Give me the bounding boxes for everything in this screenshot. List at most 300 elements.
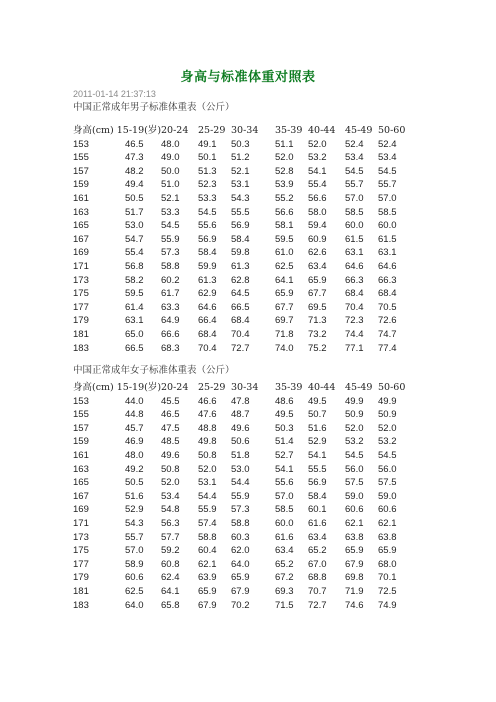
weight-cell: 49.9 bbox=[345, 395, 364, 407]
weight-cell: 62.5 bbox=[125, 585, 144, 597]
weight-cell: 73.2 bbox=[308, 328, 327, 340]
weight-cell: 66.6 bbox=[161, 328, 180, 340]
weight-cell: 46.5 bbox=[125, 138, 144, 150]
weight-cell: 67.9 bbox=[345, 558, 364, 570]
column-header: 40-44 bbox=[308, 382, 336, 393]
weight-cell: 50.0 bbox=[161, 165, 180, 177]
height-cell: 173 bbox=[73, 274, 89, 286]
weight-cell: 46.5 bbox=[161, 409, 180, 421]
weight-cell: 58.2 bbox=[125, 274, 144, 286]
weight-cell: 65.9 bbox=[308, 274, 327, 286]
weight-cell: 53.4 bbox=[161, 490, 180, 502]
weight-cell: 49.2 bbox=[125, 463, 144, 475]
weight-cell: 67.7 bbox=[308, 288, 327, 300]
weight-cell: 72.7 bbox=[231, 342, 250, 354]
weight-cell: 55.5 bbox=[308, 463, 327, 475]
weight-cell: 71.3 bbox=[308, 315, 327, 327]
weight-cell: 53.2 bbox=[378, 436, 397, 448]
weight-cell: 51.6 bbox=[125, 490, 144, 502]
weight-cell: 50.3 bbox=[231, 138, 250, 150]
weight-cell: 50.1 bbox=[198, 152, 217, 164]
weight-cell: 63.8 bbox=[345, 531, 364, 543]
weight-cell: 49.6 bbox=[161, 449, 180, 461]
weight-cell: 52.0 bbox=[378, 422, 397, 434]
weight-cell: 60.0 bbox=[275, 517, 294, 529]
column-header: 20-24 bbox=[161, 125, 189, 136]
weight-cell: 66.4 bbox=[198, 315, 217, 327]
weight-cell: 72.6 bbox=[378, 315, 397, 327]
weight-cell: 49.6 bbox=[231, 422, 250, 434]
weight-cell: 63.9 bbox=[198, 572, 217, 584]
weight-cell: 60.4 bbox=[198, 545, 217, 557]
weight-cell: 62.6 bbox=[308, 247, 327, 259]
weight-cell: 67.2 bbox=[275, 572, 294, 584]
weight-cell: 70.4 bbox=[345, 301, 364, 313]
weight-cell: 44.8 bbox=[125, 409, 144, 421]
weight-cell: 62.4 bbox=[161, 572, 180, 584]
weight-cell: 54.3 bbox=[231, 192, 250, 204]
weight-cell: 52.0 bbox=[275, 152, 294, 164]
column-header: 身高(cm) 15-19(岁) bbox=[73, 125, 162, 136]
weight-cell: 62.5 bbox=[275, 260, 294, 272]
weight-cell: 52.4 bbox=[378, 138, 397, 150]
weight-cell: 66.5 bbox=[231, 301, 250, 313]
weight-cell: 55.4 bbox=[125, 247, 144, 259]
weight-cell: 62.0 bbox=[231, 545, 250, 557]
weight-cell: 61.5 bbox=[378, 233, 397, 245]
weight-cell: 52.4 bbox=[345, 138, 364, 150]
weight-cell: 63.8 bbox=[378, 531, 397, 543]
weight-cell: 52.0 bbox=[308, 138, 327, 150]
height-cell: 169 bbox=[73, 504, 89, 516]
weight-cell: 54.3 bbox=[125, 517, 144, 529]
weight-cell: 54.7 bbox=[125, 233, 144, 245]
weight-cell: 50.3 bbox=[275, 422, 294, 434]
weight-cell: 61.6 bbox=[275, 531, 294, 543]
weight-cell: 55.6 bbox=[198, 220, 217, 232]
height-cell: 153 bbox=[73, 395, 89, 407]
height-cell: 169 bbox=[73, 247, 89, 259]
weight-cell: 60.2 bbox=[161, 274, 180, 286]
weight-cell: 65.2 bbox=[308, 545, 327, 557]
weight-cell: 54.5 bbox=[378, 449, 397, 461]
height-cell: 157 bbox=[73, 422, 89, 434]
weight-cell: 47.6 bbox=[198, 409, 217, 421]
weight-cell: 51.1 bbox=[275, 138, 294, 150]
weight-cell: 55.6 bbox=[275, 477, 294, 489]
column-header: 30-34 bbox=[231, 382, 259, 393]
weight-cell: 65.8 bbox=[161, 599, 180, 611]
weight-cell: 56.9 bbox=[308, 477, 327, 489]
weight-cell: 50.9 bbox=[378, 409, 397, 421]
weight-cell: 50.5 bbox=[125, 192, 144, 204]
weight-cell: 68.4 bbox=[198, 328, 217, 340]
weight-cell: 48.5 bbox=[161, 436, 180, 448]
weight-cell: 48.0 bbox=[161, 138, 180, 150]
weight-cell: 65.0 bbox=[125, 328, 144, 340]
weight-cell: 62.8 bbox=[231, 274, 250, 286]
weight-cell: 60.3 bbox=[231, 531, 250, 543]
weight-cell: 52.8 bbox=[275, 165, 294, 177]
weight-cell: 74.4 bbox=[345, 328, 364, 340]
weight-cell: 54.4 bbox=[231, 477, 250, 489]
weight-cell: 55.2 bbox=[275, 192, 294, 204]
weight-cell: 64.9 bbox=[161, 315, 180, 327]
weight-cell: 48.0 bbox=[125, 449, 144, 461]
weight-cell: 61.7 bbox=[161, 288, 180, 300]
weight-cell: 68.0 bbox=[378, 558, 397, 570]
weight-cell: 49.8 bbox=[198, 436, 217, 448]
weight-cell: 55.4 bbox=[308, 179, 327, 191]
weight-cell: 68.8 bbox=[308, 572, 327, 584]
weight-cell: 70.4 bbox=[231, 328, 250, 340]
weight-cell: 54.5 bbox=[198, 206, 217, 218]
weight-cell: 53.3 bbox=[198, 192, 217, 204]
column-header: 40-44 bbox=[308, 125, 336, 136]
height-cell: 181 bbox=[73, 328, 89, 340]
weight-cell: 56.6 bbox=[275, 206, 294, 218]
weight-cell: 44.0 bbox=[125, 395, 144, 407]
height-cell: 161 bbox=[73, 449, 89, 461]
weight-cell: 60.8 bbox=[161, 558, 180, 570]
weight-cell: 71.9 bbox=[345, 585, 364, 597]
weight-cell: 50.8 bbox=[161, 463, 180, 475]
weight-cell: 52.1 bbox=[231, 165, 250, 177]
weight-cell: 65.9 bbox=[198, 585, 217, 597]
weight-cell: 75.2 bbox=[308, 342, 327, 354]
weight-cell: 77.4 bbox=[378, 342, 397, 354]
weight-cell: 56.3 bbox=[161, 517, 180, 529]
weight-cell: 54.5 bbox=[345, 449, 364, 461]
weight-cell: 49.5 bbox=[308, 395, 327, 407]
weight-cell: 63.4 bbox=[308, 260, 327, 272]
weight-cell: 61.4 bbox=[125, 301, 144, 313]
weight-cell: 61.6 bbox=[308, 517, 327, 529]
weight-cell: 59.8 bbox=[231, 247, 250, 259]
weight-cell: 53.0 bbox=[125, 220, 144, 232]
height-cell: 177 bbox=[73, 301, 89, 313]
weight-cell: 58.4 bbox=[308, 490, 327, 502]
height-cell: 159 bbox=[73, 179, 89, 191]
weight-cell: 74.9 bbox=[378, 599, 397, 611]
weight-cell: 58.8 bbox=[231, 517, 250, 529]
weight-cell: 53.1 bbox=[231, 179, 250, 191]
weight-cell: 62.1 bbox=[345, 517, 364, 529]
height-cell: 161 bbox=[73, 192, 89, 204]
weight-cell: 45.7 bbox=[125, 422, 144, 434]
height-cell: 175 bbox=[73, 545, 89, 557]
weight-cell: 70.4 bbox=[198, 342, 217, 354]
weight-cell: 47.5 bbox=[161, 422, 180, 434]
weight-cell: 63.4 bbox=[308, 531, 327, 543]
height-cell: 165 bbox=[73, 477, 89, 489]
page-title: 身高与标准体重对照表 bbox=[180, 70, 316, 85]
weight-cell: 64.1 bbox=[275, 274, 294, 286]
weight-cell: 53.1 bbox=[198, 477, 217, 489]
weight-cell: 50.6 bbox=[231, 436, 250, 448]
weight-cell: 57.3 bbox=[161, 247, 180, 259]
weight-cell: 56.0 bbox=[378, 463, 397, 475]
height-cell: 181 bbox=[73, 585, 89, 597]
weight-cell: 57.0 bbox=[378, 192, 397, 204]
weight-cell: 54.1 bbox=[275, 463, 294, 475]
weight-cell: 72.5 bbox=[378, 585, 397, 597]
weight-cell: 57.5 bbox=[378, 477, 397, 489]
female-section-title: 中国正常成年女子标准体重表（公斤） bbox=[73, 365, 235, 376]
weight-cell: 53.4 bbox=[345, 152, 364, 164]
weight-cell: 65.9 bbox=[275, 288, 294, 300]
weight-cell: 52.0 bbox=[198, 463, 217, 475]
weight-cell: 74.0 bbox=[275, 342, 294, 354]
weight-cell: 58.4 bbox=[198, 247, 217, 259]
weight-cell: 71.8 bbox=[275, 328, 294, 340]
height-cell: 173 bbox=[73, 531, 89, 543]
weight-cell: 58.8 bbox=[161, 260, 180, 272]
weight-cell: 61.5 bbox=[345, 233, 364, 245]
weight-cell: 51.0 bbox=[161, 179, 180, 191]
weight-cell: 58.5 bbox=[378, 206, 397, 218]
weight-cell: 57.3 bbox=[231, 504, 250, 516]
weight-cell: 49.5 bbox=[275, 409, 294, 421]
height-cell: 155 bbox=[73, 409, 89, 421]
column-header: 20-24 bbox=[161, 382, 189, 393]
weight-cell: 63.1 bbox=[345, 247, 364, 259]
weight-cell: 56.9 bbox=[198, 233, 217, 245]
weight-cell: 69.3 bbox=[275, 585, 294, 597]
column-header: 50-60 bbox=[378, 125, 406, 136]
weight-cell: 61.3 bbox=[198, 274, 217, 286]
weight-cell: 66.3 bbox=[378, 274, 397, 286]
height-cell: 165 bbox=[73, 220, 89, 232]
weight-cell: 46.6 bbox=[198, 395, 217, 407]
weight-cell: 72.3 bbox=[345, 315, 364, 327]
weight-cell: 48.7 bbox=[231, 409, 250, 421]
column-header: 35-39 bbox=[275, 382, 303, 393]
weight-cell: 65.2 bbox=[275, 558, 294, 570]
weight-cell: 57.7 bbox=[161, 531, 180, 543]
weight-cell: 68.4 bbox=[231, 315, 250, 327]
weight-cell: 57.5 bbox=[345, 477, 364, 489]
weight-cell: 51.2 bbox=[231, 152, 250, 164]
weight-cell: 58.0 bbox=[308, 206, 327, 218]
weight-cell: 52.9 bbox=[125, 504, 144, 516]
weight-cell: 51.4 bbox=[275, 436, 294, 448]
weight-cell: 56.6 bbox=[308, 192, 327, 204]
weight-cell: 52.1 bbox=[161, 192, 180, 204]
weight-cell: 72.7 bbox=[308, 599, 327, 611]
weight-cell: 74.7 bbox=[378, 328, 397, 340]
weight-cell: 54.5 bbox=[378, 165, 397, 177]
weight-cell: 61.0 bbox=[275, 247, 294, 259]
weight-cell: 54.8 bbox=[161, 504, 180, 516]
weight-cell: 64.6 bbox=[198, 301, 217, 313]
weight-cell: 66.3 bbox=[345, 274, 364, 286]
weight-cell: 53.3 bbox=[161, 206, 180, 218]
weight-cell: 53.9 bbox=[275, 179, 294, 191]
height-cell: 163 bbox=[73, 463, 89, 475]
weight-cell: 58.5 bbox=[345, 206, 364, 218]
weight-cell: 70.5 bbox=[378, 301, 397, 313]
weight-cell: 65.9 bbox=[231, 572, 250, 584]
column-header: 45-49 bbox=[345, 382, 373, 393]
column-header: 35-39 bbox=[275, 125, 303, 136]
weight-cell: 70.1 bbox=[378, 572, 397, 584]
height-cell: 183 bbox=[73, 342, 89, 354]
weight-cell: 59.9 bbox=[198, 260, 217, 272]
weight-cell: 57.0 bbox=[345, 192, 364, 204]
weight-cell: 62.1 bbox=[378, 517, 397, 529]
weight-cell: 63.1 bbox=[125, 315, 144, 327]
weight-cell: 55.9 bbox=[231, 490, 250, 502]
weight-cell: 57.0 bbox=[125, 545, 144, 557]
weight-cell: 62.1 bbox=[198, 558, 217, 570]
weight-cell: 60.6 bbox=[345, 504, 364, 516]
weight-cell: 59.4 bbox=[308, 220, 327, 232]
weight-cell: 67.9 bbox=[231, 585, 250, 597]
weight-cell: 64.6 bbox=[378, 260, 397, 272]
weight-cell: 63.3 bbox=[161, 301, 180, 313]
weight-cell: 60.9 bbox=[308, 233, 327, 245]
weight-cell: 60.0 bbox=[345, 220, 364, 232]
height-cell: 155 bbox=[73, 152, 89, 164]
weight-cell: 60.1 bbox=[308, 504, 327, 516]
weight-cell: 52.9 bbox=[308, 436, 327, 448]
weight-cell: 65.9 bbox=[345, 545, 364, 557]
column-header: 身高(cm) 15-19(岁) bbox=[73, 382, 162, 393]
weight-cell: 56.8 bbox=[125, 260, 144, 272]
weight-cell: 54.1 bbox=[308, 449, 327, 461]
weight-cell: 64.0 bbox=[231, 558, 250, 570]
weight-cell: 59.2 bbox=[161, 545, 180, 557]
weight-cell: 50.5 bbox=[125, 477, 144, 489]
weight-cell: 65.9 bbox=[378, 545, 397, 557]
height-cell: 171 bbox=[73, 517, 89, 529]
weight-cell: 64.1 bbox=[161, 585, 180, 597]
weight-cell: 48.2 bbox=[125, 165, 144, 177]
height-cell: 167 bbox=[73, 490, 89, 502]
weight-cell: 53.0 bbox=[231, 463, 250, 475]
weight-cell: 69.8 bbox=[345, 572, 364, 584]
weight-cell: 60.6 bbox=[378, 504, 397, 516]
weight-cell: 58.1 bbox=[275, 220, 294, 232]
weight-cell: 47.3 bbox=[125, 152, 144, 164]
weight-cell: 53.2 bbox=[308, 152, 327, 164]
weight-cell: 64.6 bbox=[345, 260, 364, 272]
weight-cell: 46.9 bbox=[125, 436, 144, 448]
weight-cell: 52.0 bbox=[161, 477, 180, 489]
weight-cell: 64.5 bbox=[231, 288, 250, 300]
weight-cell: 55.5 bbox=[231, 206, 250, 218]
height-cell: 175 bbox=[73, 288, 89, 300]
weight-cell: 58.8 bbox=[198, 531, 217, 543]
weight-cell: 68.4 bbox=[345, 288, 364, 300]
weight-cell: 58.9 bbox=[125, 558, 144, 570]
weight-cell: 50.9 bbox=[345, 409, 364, 421]
weight-cell: 60.6 bbox=[125, 572, 144, 584]
weight-cell: 50.7 bbox=[308, 409, 327, 421]
weight-cell: 49.4 bbox=[125, 179, 144, 191]
weight-cell: 69.5 bbox=[308, 301, 327, 313]
height-cell: 159 bbox=[73, 436, 89, 448]
male-section-title: 中国正常成年男子标准体重表（公斤） bbox=[73, 102, 235, 113]
weight-cell: 59.0 bbox=[378, 490, 397, 502]
weight-cell: 48.8 bbox=[198, 422, 217, 434]
weight-cell: 54.5 bbox=[345, 165, 364, 177]
weight-cell: 51.7 bbox=[125, 206, 144, 218]
weight-cell: 57.4 bbox=[198, 517, 217, 529]
weight-cell: 68.4 bbox=[378, 288, 397, 300]
weight-cell: 74.6 bbox=[345, 599, 364, 611]
height-cell: 179 bbox=[73, 572, 89, 584]
weight-cell: 59.5 bbox=[275, 233, 294, 245]
weight-cell: 63.4 bbox=[275, 545, 294, 557]
weight-cell: 51.6 bbox=[308, 422, 327, 434]
weight-cell: 59.5 bbox=[125, 288, 144, 300]
height-cell: 171 bbox=[73, 260, 89, 272]
weight-cell: 68.3 bbox=[161, 342, 180, 354]
weight-cell: 61.3 bbox=[231, 260, 250, 272]
weight-cell: 51.3 bbox=[198, 165, 217, 177]
weight-cell: 56.0 bbox=[345, 463, 364, 475]
weight-cell: 59.0 bbox=[345, 490, 364, 502]
weight-cell: 66.5 bbox=[125, 342, 144, 354]
weight-cell: 45.5 bbox=[161, 395, 180, 407]
weight-cell: 60.0 bbox=[378, 220, 397, 232]
weight-cell: 52.3 bbox=[198, 179, 217, 191]
weight-cell: 62.9 bbox=[198, 288, 217, 300]
weight-cell: 58.4 bbox=[231, 233, 250, 245]
weight-cell: 64.0 bbox=[125, 599, 144, 611]
column-header: 45-49 bbox=[345, 125, 373, 136]
weight-cell: 52.7 bbox=[275, 449, 294, 461]
weight-cell: 55.9 bbox=[198, 504, 217, 516]
height-cell: 163 bbox=[73, 206, 89, 218]
column-header: 50-60 bbox=[378, 382, 406, 393]
weight-cell: 47.8 bbox=[231, 395, 250, 407]
weight-cell: 70.2 bbox=[231, 599, 250, 611]
weight-cell: 70.7 bbox=[308, 585, 327, 597]
weight-cell: 55.9 bbox=[161, 233, 180, 245]
weight-cell: 55.7 bbox=[345, 179, 364, 191]
height-cell: 177 bbox=[73, 558, 89, 570]
height-cell: 153 bbox=[73, 138, 89, 150]
height-cell: 179 bbox=[73, 315, 89, 327]
height-cell: 183 bbox=[73, 599, 89, 611]
weight-cell: 56.9 bbox=[231, 220, 250, 232]
weight-cell: 57.0 bbox=[275, 490, 294, 502]
weight-cell: 53.4 bbox=[378, 152, 397, 164]
weight-cell: 54.1 bbox=[308, 165, 327, 177]
weight-cell: 49.1 bbox=[198, 138, 217, 150]
weight-cell: 50.8 bbox=[198, 449, 217, 461]
height-cell: 167 bbox=[73, 233, 89, 245]
weight-cell: 67.9 bbox=[198, 599, 217, 611]
weight-cell: 77.1 bbox=[345, 342, 364, 354]
weight-cell: 71.5 bbox=[275, 599, 294, 611]
weight-cell: 49.9 bbox=[378, 395, 397, 407]
weight-cell: 63.1 bbox=[378, 247, 397, 259]
height-cell: 157 bbox=[73, 165, 89, 177]
weight-cell: 52.0 bbox=[345, 422, 364, 434]
post-timestamp: 2011-01-14 21:37:13 bbox=[73, 89, 156, 99]
weight-cell: 54.5 bbox=[161, 220, 180, 232]
weight-cell: 54.4 bbox=[198, 490, 217, 502]
weight-cell: 69.7 bbox=[275, 315, 294, 327]
column-header: 25-29 bbox=[198, 125, 226, 136]
weight-cell: 48.6 bbox=[275, 395, 294, 407]
column-header: 30-34 bbox=[231, 125, 259, 136]
weight-cell: 55.7 bbox=[125, 531, 144, 543]
